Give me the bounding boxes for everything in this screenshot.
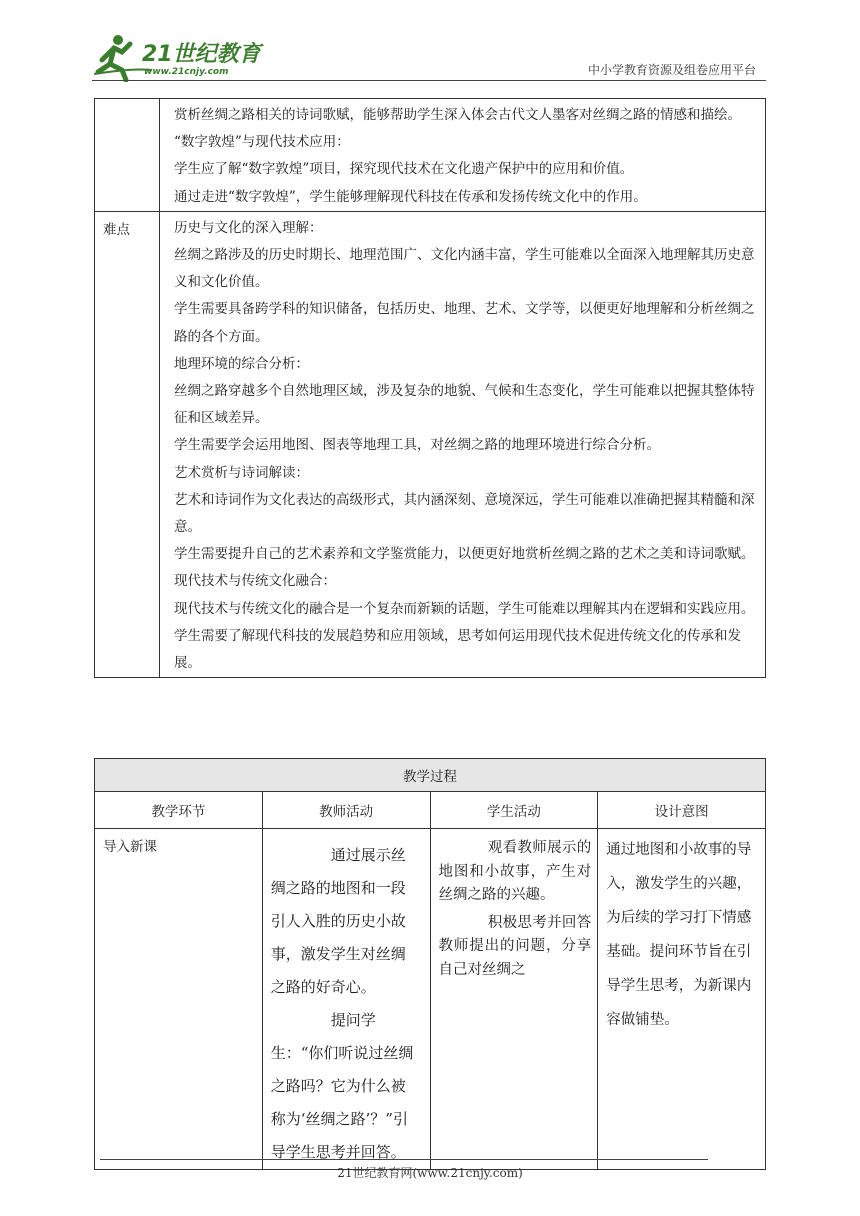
text-line: 通过展示丝绸之路的地图和一段引人入胜的历史小故事，激发学生对丝绸之路的好奇心。 [270, 846, 406, 996]
text-line: 丝绸之路涉及的历史时期长、地理范围广、文化内涵丰富，学生可能难以全面深入地理解其历史意义和文化价值。 [174, 247, 755, 291]
footer-divider [100, 1159, 708, 1160]
footer-link[interactable]: 21世纪教育网(www.21cnjy.com) [337, 1166, 523, 1180]
text-line: 丝绸之路穿越多个自然地理区域，涉及复杂的地貌、气候和生态变化，学生可能难以把握其整体特征和区域差异。 [174, 383, 755, 427]
column-header: 教师活动 [262, 792, 430, 829]
text-line: 赏析丝绸之路相关的诗词歌赋，能够帮助学生深入体会古代文人墨客对丝绸之路的情感和描绘。 [174, 107, 741, 123]
text-line: 地理环境的综合分析： [174, 355, 309, 372]
table-row [95, 829, 766, 1170]
process-banner: 教学过程 [95, 759, 766, 792]
goals-table [94, 98, 766, 678]
text-line: 学生需要了解现代科技的发展趋势和应用领域，思考如何运用现代技术促进传统文化的传承和发展。 [174, 627, 741, 672]
column-header: 设计意图 [598, 792, 766, 829]
text-line: 积极思考并回答教师提出的问题，分享自己对丝绸之 [438, 914, 592, 978]
text-line: 现代技术与传统文化融合： [174, 573, 336, 590]
text-line: “数字敦煌”与现代技术应用： [174, 134, 350, 151]
table-row [95, 759, 766, 792]
logo-url: www.21cnjy.com [144, 67, 229, 77]
text-line: 艺术赏析与诗词解读： [174, 464, 309, 481]
teacher-activity-cell [262, 829, 430, 1170]
stage-cell: 导入新课 [95, 829, 263, 1170]
page-header [0, 0, 860, 90]
header-row [95, 792, 766, 829]
text-line: 学生应了解“数字敦煌”项目，探究现代技术在文化遗产保护中的应用和价值。 [174, 161, 634, 178]
platform-title: 中小学教育资源及组卷应用平台 [587, 63, 756, 77]
row-label [95, 99, 160, 212]
row-label-difficulty: 难点 [95, 211, 160, 677]
text-line: 学生需要学会运用地图、图表等地理工具，对丝绸之路的地理环境进行综合分析。 [174, 437, 660, 454]
text-line: 艺术和诗词作为文化表达的高级形式，其内涵深刻、意境深远，学生可能难以准确把握其精髓和深意。 [174, 491, 755, 536]
site-logo[interactable] [92, 30, 272, 82]
logo-wordmark: 21世纪教育 [142, 42, 261, 67]
column-header: 教学环节 [95, 792, 263, 829]
column-header: 学生活动 [430, 792, 598, 829]
header-divider [92, 80, 766, 81]
key-points-cell [160, 99, 766, 212]
text-line: 学生需要具备跨学科的知识储备，包括历史、地理、艺术、文学等，以便更好地理解和分析丝绸之路的各个方面。 [174, 301, 755, 345]
table-row [95, 211, 766, 677]
text-line: 观看教师展示的地图和小故事，产生对丝绸之路的兴趣。 [438, 840, 592, 903]
text-line: 学生需要提升自己的艺术素养和文学鉴赏能力，以便更好地赏析丝绸之路的艺术之美和诗词歌赋。 [174, 546, 755, 563]
runner-logo-icon [92, 30, 272, 82]
text-line: 历史与文化的深入理解： [174, 219, 323, 236]
student-activity-cell [430, 829, 598, 1170]
text-line: 现代技术与传统文化的融合是一个复杂而新颖的话题，学生可能难以理解其内在逻辑和实践应用。 [174, 600, 755, 617]
text-line: 通过走进“数字敦煌”，学生能够理解现代科技在传承和发扬传统文化中的作用。 [174, 188, 647, 205]
text-line: 提问学生：“你们听说过丝绸之路吗？它为什么被称为‘丝绸之路’？”引导学生思考并回答。 [270, 1011, 414, 1161]
table-row [95, 99, 766, 212]
difficulty-cell [160, 211, 766, 677]
process-table [94, 758, 766, 1170]
design-intent-cell: 通过地图和小故事的导入，激发学生的兴趣，为后续的学习打下情感基础。提问环节旨在引导学生思考，为新课内容做铺垫。 [598, 829, 766, 1170]
